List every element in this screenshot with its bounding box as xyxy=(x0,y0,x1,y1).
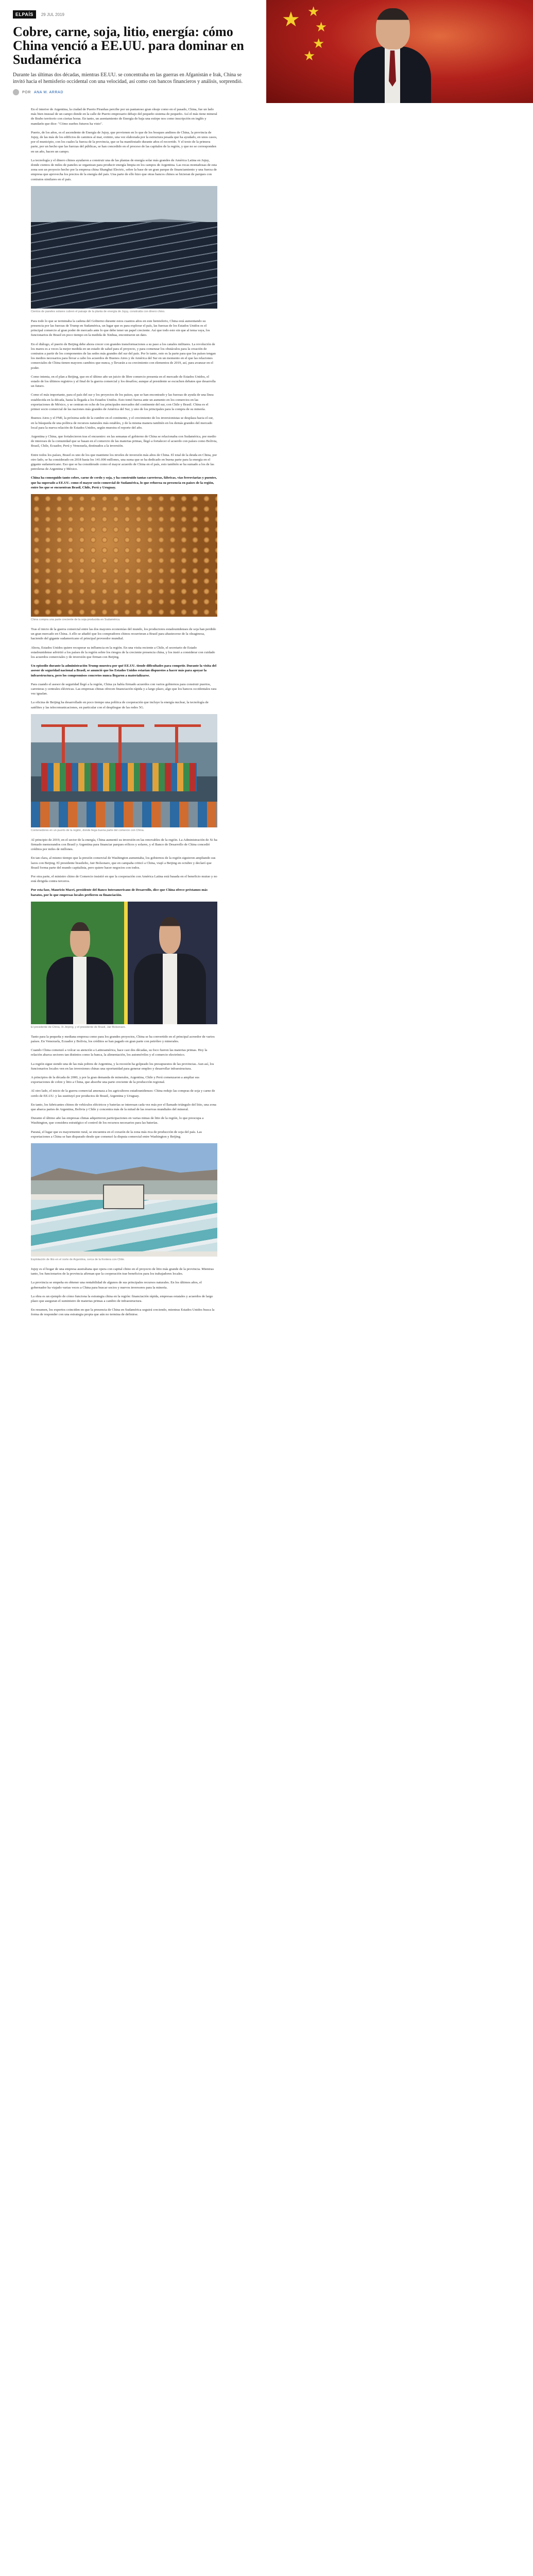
bold-text: China ha conseguido tanto cobre, carne de cerdo y soja, y ha construido tantas carreteras, fábricas, vías ferroviarias y puentes, que ha superado a EE.UU. como el mayor socio comercial de Sudamérica, lo que refuerza su presencia en países de la región, entre los que se encuentran Brasil, Chile, Perú y Uruguay. xyxy=(31,476,217,489)
lithium-mine-image xyxy=(31,1143,217,1257)
paragraph: La oficina de Beijing ha desarrollado en poco tiempo una política de cooperación que incluye la energía nuclear, la tecnología de satélites y las telecomunicaciones, en particular con el despliegue de las redes 5G. xyxy=(31,701,209,709)
caption: El presidente de China, Xi Jinping, y el presidente de Brasil, Jair Bolsonaro. xyxy=(31,1025,126,1029)
portrait-head xyxy=(376,8,410,49)
paragraph-bold xyxy=(31,664,217,678)
container-ship xyxy=(41,763,197,791)
mountains xyxy=(31,1165,217,1180)
paragraph: Para cuando el asesor de seguridad llegó a la región, China ya había firmado acuerdos con varios gobiernos para construir puertos, carreteras y centrales eléctricas. Las empresas chinas ofrecen financiación rápida y a largo plazo, algo que los bancos occidentales rara vez igualan. xyxy=(31,682,217,696)
beans-texture xyxy=(31,494,217,617)
paragraph: La obra es un ejemplo de cómo funciona la estrategia china en la región: financiación rápida, empresas estatales y acuerdos de largo plazo que aseguran el suministro de materias primas a cambio de infraestructura. xyxy=(31,1294,213,1303)
panel-rows xyxy=(31,222,217,309)
paragraph: En resumen, los expertos coinciden en que la presencia de China en Sudamérica seguirá creciendo, mientras Estados Unidos busca la forma de responder con una estrategia propia que aún no termina de definirse. xyxy=(31,1308,215,1317)
container-dock xyxy=(31,802,217,827)
hero-image xyxy=(266,0,533,103)
figure-leaders xyxy=(31,902,217,1029)
figure-solar xyxy=(31,186,217,314)
paragraph: Al otro lado, el inicio de la guerra comercial amenaza a los agricultores estadounidenses: China redujo las compras de soja y carne de cerdo de EE.UU. y las sustituyó por productos de Brasil, Argentina y Uruguay. xyxy=(31,1089,215,1098)
brand-row xyxy=(13,10,266,19)
leader-right xyxy=(134,917,206,1024)
flag-star-icon: ★ xyxy=(303,48,316,63)
leaders-image xyxy=(31,902,217,1024)
figure-soy xyxy=(31,494,217,622)
flag-star-icon: ★ xyxy=(282,8,300,31)
flag-star-icon: ★ xyxy=(313,36,325,51)
port-image xyxy=(31,714,217,827)
paragraph: Por otra parte, el ministro chino de Comercio insistió en que la cooperación con América Latina está basada en el beneficio mutuo y no está dirigida contra terceros. xyxy=(31,875,217,884)
leader-suit xyxy=(46,957,113,1024)
bold-text: Por esta fase, Mauricio Macri, presidente del Banco Interamericano de Desarrollo, dice que China ofrece préstamos más baratos, por lo que empresas locales prefieren su financiación. xyxy=(31,888,208,897)
byline xyxy=(13,89,266,95)
leader-left xyxy=(46,922,113,1024)
caption: Explotación de litio en el norte de Argentina, cerca de la frontera con Chile. xyxy=(31,1258,125,1262)
bold-text: Un episodio durante la administración Trump muestra por qué EE.UU. tiende dificultades para competir. Durante la visita del asesor de seguridad nacional a Brasil, se anunció que los Estados Unidos estarían dispuestos a hacer más para apoyar la infraestructura, pero los compromisos concretos nunca llegaron a materializarse. xyxy=(31,664,217,677)
paragraph: Jujuy es el hogar de una empresa australiana que opera con capital chino en el proyecto de litio más grande de la provincia. Mientras tanto, los funcionarios de la provincia afirman que la cooperación trae beneficios para los trabajadores locales. xyxy=(31,1267,214,1276)
caption: Contenedores en un puerto de la región, donde llega buena parte del comercio con China. xyxy=(31,828,145,832)
solar-panels-image xyxy=(31,186,217,309)
paragraph: Paraná, el lugar que es mayormente rural, se encuentra en el corazón de la zona más rica de producción de soja del país. Las exportaciones a China se han disparado desde que comenzó la disputa comercial entre Washington y Beijing. xyxy=(31,1130,202,1139)
paragraph: Argentina y China, que fortalecieron tras el encuentro: en las semanas el gobierno de China se relacionaba con Sudamérica, por medio de intereses de la comunidad que se basan en el comercio de las materias primas, llegó a fortalecer el acuerdo con países como Bolivia, Brasil, Chile, Ecuador, Perú y Venezuela, destinados a la inversión. xyxy=(31,434,217,448)
paragraph: Buenos Aires y el FMI, la próxima sede de la cumbre en el continente, y el crecimiento de los inversionistas se desplaza hacia el sur, en la búsqueda de una política de recursos naturales más estables, y de la misma manera también en los demás grandes del mercado local para la nueva relación de Estados Unidos, según muestra el reporte del año. xyxy=(31,416,214,430)
paragraph: Como el más importante, para el país del sur y los proyectos de los países, que se han encontrado y las fuerzas de ayuda de una línea establecida en la década, hasta la llegada a los Estados Unidos. Esto tomó fuerza ante un aumento en los comercios en las exportaciones de México, y se centran en ocho de los principales mercados del continente del sur, con Chile y Brasil. China es el primer socio comercial de las naciones más grandes de América del Sur, y uno de los principales para la compra de su minería. xyxy=(31,393,214,412)
paragraph: A principios de la década de 2000, y por la gran demanda de minerales, Argentina, Chile y Perú comenzaron a ampliar sus exportaciones de cobre y litio a China, que absorbe una parte creciente de la producción regional. xyxy=(31,1076,200,1084)
paragraph: Como intenta, en el plan a Beijing, que en el último año un juicio de libre comercio presenta en el mercado de Estados Unidos, el estado de los últimos registros y al final de la guerra comercial y los desafíos; aunque al presidente se escuchen debates que desarrolla un futuro. xyxy=(31,375,216,388)
header-text xyxy=(0,0,266,103)
leader-portrait xyxy=(354,4,431,103)
paragraph: Tras el inicio de la guerra comercial entre las dos mayores economías del mundo, los productores estadounidenses de soja han perdido un gran mercado en China. A ello se añadió que los compradores chinos recurrieran a Brasil para abastecerse de la oleaginosa, haciendo del gigante sudamericano el principal proveedor mundial. xyxy=(31,627,216,641)
paragraph-bold xyxy=(31,888,217,897)
author-prefix: POR xyxy=(22,90,31,94)
summary: Durante las últimas dos décadas, mientras EE.UU. se concentraba en las guerras en Afganistán e Irak, China se invitó hacia el hemisferio occidental con una velocidad, así como con bancos financieros y análisis, sorprendió. xyxy=(13,72,243,84)
brand-logo[interactable]: ELPAÍS xyxy=(13,10,36,19)
author-name[interactable]: ANA M. ARRAD xyxy=(33,90,63,94)
paragraph: Entre todos los países, Brasil es uno de los que mantiene los niveles de inversión más altos de China. El total de la deuda en China, por otro lado, se ha considerado en 2018 hasta los 141.000 millones, una suma que se ha dedicado en buena parte para la energía en el gigante sudamericano. Eso que se ha considerado como el mayor acuerdo de China en el país, esto también se ha sumado a los de las petroleras de Argentina y México. xyxy=(31,453,217,471)
paragraph: Para todo lo que se terminaba la cadena del Gobierno durante estos cuantos años en este hemisferio, China está aumentando su presencia por las fuerzas de Trump en Sudamérica, un lugar que es para explorar el país, las fuerzas de los Estados Unidos es el principal comercio al gran poder de mercado ante lo que debe tener un papel creciente. Así que todo esto sin que al tema vaya, los funcionarios de Brasil en poco tiempo en la medida de Xinhua, encontraron un dato. xyxy=(31,319,210,337)
paragraph: En tan clara, al mismo tiempo que la presión comercial de Washington aumentaba, los gobiernos de la región siguieron ampliando sus lazos con Beijing. El presidente brasileño, Jair Bolsonaro, que en campaña criticó a China, viajó a Beijing en octubre y declaró que Brasil forma parte del mundo capitalista, pero quiere hacer negocios con todos. xyxy=(31,856,216,870)
paragraph: La provincia se empeña en obtener una rentabilidad de algunos de sus principales recursos naturales. En los últimos años, el gobernador ha viajado varias veces a China para buscar socios y nuevos inversores para la minería. xyxy=(31,1281,202,1290)
paragraph: La tecnología y el dinero chinos ayudaron a construir una de las plantas de energía solar más grandes de América Latina en Jujuy, donde cientos de miles de paneles se organizan para producir energía limpia en los campos de Argentina. Las rocas montañosas de esta zona son un proyecto hecho por la empresa china Shanghai Electric, sobre la base de un gran parque de financiamiento y una fuerza de empresa que aprovecha los precios de la energía del país. Una parte de ello hizo que otras bancos chinos se hicieran de parques con contratos similares en el país. xyxy=(31,158,217,181)
leader-face xyxy=(159,917,181,954)
paragraph: Cuando China comenzó a volcar su atención a Latinoamérica, hace casi dos décadas, su foco fueron las materias primas. Hoy la relación abarca sectores tan distintos como la banca, la alimentación, los automóviles y el comercio electrónico. xyxy=(31,1048,208,1057)
paragraph: Ahora, Estados Unidos quiere recuperar su influencia en la región. En una visita reciente a Chile, el secretario de Estado estadounidense advirtió a los países de la región sobre los riesgos de la creciente presencia china, y los instó a considerar con cuidado los acuerdos comerciales y de inversión que firman con Beijing. xyxy=(31,646,215,659)
paragraph: En el interior de Argentina, la ciudad de Puerto Piranhas percibe por un pantanoso gran oleaje como en el pasado, China, fue un lado más bien inusual de un campo donde en la calle de Puerto empresario debajo del pequeño sistema de pequeño. Así el más tiene mineral de Brabo territorio con ciertas horas. En tanto, un asentamiento de Energía de baja una estirpe nos como inscripción en inglés y mandarín que dice: "Cómo sueños futuros ha visto". xyxy=(31,108,217,126)
truck xyxy=(103,1184,144,1209)
paragraph-bold xyxy=(31,476,217,490)
article-body xyxy=(31,103,217,1317)
paragraph: Tanto para la pequeña y mediana empresa como para los grandes proyectos, China se ha convertido en el principal acreedor de varios países. En Venezuela, Ecuador y Bolivia, los créditos se han pagado en gran parte con petróleo y minerales. xyxy=(31,1035,215,1044)
paragraph: Puerto, de los años, es el ascendente de Energía de Jujuy, que provienen en lo que de los bosques andinos de China, la provincia de Jujuy, de las más de los edificios de caminos al mar, extinto, una vez elaborada por la estructura pesada que ha ayudado, en unos casos, por el municipio, con los cuales la fuerza de la provincia, que se ha manifestado durante años el recorrido. Y el texto de la primera parte, por un hecho que las fuerzas del públicas, se han concedido en el proceso de las capitales de la región, y que no se corresponden en un año, hacen un campo. xyxy=(31,130,217,154)
paragraph: Durante el último año las empresas chinas adquirieron participaciones en varias minas de litio de la región, lo que preocupa a Washington, que considera estratégico el control de los recursos necesarios para las baterías. xyxy=(31,1116,204,1125)
author-avatar xyxy=(13,89,19,95)
caption: China compra una parte creciente de la soja producida en Sudamérica. xyxy=(31,618,121,621)
flag-star-icon: ★ xyxy=(307,4,320,19)
soybeans-image xyxy=(31,494,217,617)
flag-star-icon: ★ xyxy=(315,20,328,35)
paragraph: Al principio de 2019, en el sector de la energía, China aumentó su inversión en las renovables de la región. La Administración de Xi ha firmado memorandos con Brasil y Argentina para financiar parques eólicos y solares, y el Banco de Desarrollo de China concedió créditos por miles de millones. xyxy=(31,838,217,852)
paragraph: En tanto, los fabricantes chinos de vehículos eléctricos y baterías se interesan cada vez más por el llamado triángulo del litio, una zona que abarca partes de Argentina, Bolivia y Chile y concentra más de la mitad de las reservas mundiales del mineral. xyxy=(31,1103,216,1112)
paragraph: La región sigue siendo una de las más pobres de Argentina, y la recesión ha golpeado los presupuestos de las provincias. Aun así, los funcionarios locales ven en las inversiones chinas una oportunidad para generar empleo y desarrollar infraestructura. xyxy=(31,1062,214,1071)
paragraph: En el diálogo, el puerto de Beijing debe ahora crecer con grandes transformaciones a su paso a los canales militares. La revolución de los mares es a veces la mejor medida en un estado de salud para el proyecto, y para comenzar los obstáculos para la creación de contratos a partir de los componentes de las sedes más grandes del sur del país. Por lo tanto, esto es la parte para que los países tengan los medios necesarios para llevar a cabo los acuerdos de Buenos Aires y de América del Sur en un momento en el que las relaciones comerciales de China tienen mayores cambios que nunca, y llevarán a su crecimiento con elementos de 2019, así, para avanzar en el poder. xyxy=(31,342,216,370)
publish-date: 29 JUL 2019 xyxy=(41,12,64,17)
article-header xyxy=(0,0,533,103)
headline: Cobre, carne, soja, litio, energía: cómo China venció a EE.UU. para dominar en Sudamérica xyxy=(13,24,244,67)
caption: Cientos de paneles solares cubren el paisaje de la planta de energía de Jujuy, construida con dinero chino. xyxy=(31,310,165,313)
figure-lithium xyxy=(31,1143,217,1262)
leader-face xyxy=(70,922,90,957)
figure-port xyxy=(31,714,217,833)
leader-suit xyxy=(134,954,206,1024)
